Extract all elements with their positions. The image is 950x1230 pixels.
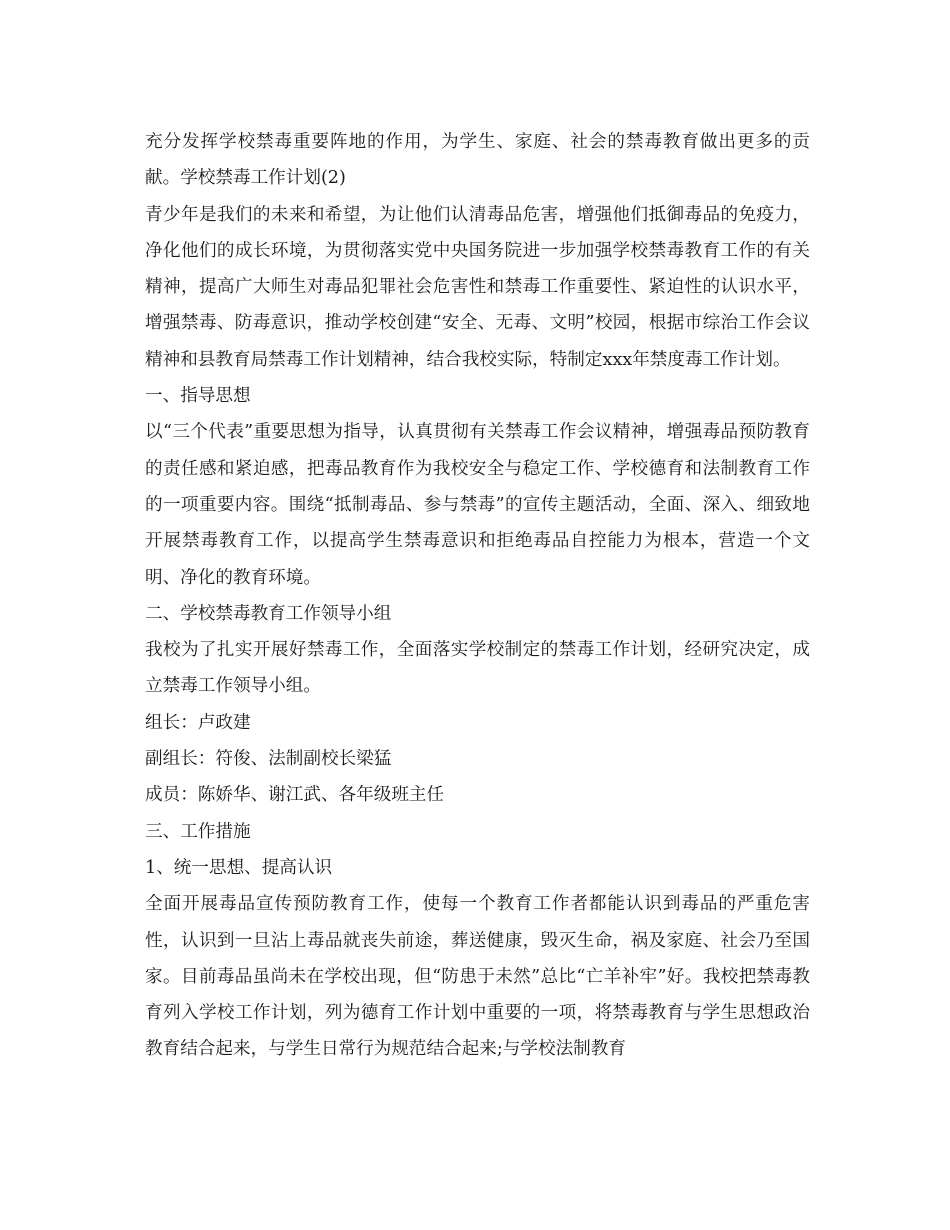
deputy-leader-line: 副组长：符俊、法制副校长梁猛 bbox=[145, 749, 392, 770]
group-leader-line: 组长：卢政建 bbox=[145, 712, 251, 733]
members-line: 成员：陈娇华、谢江武、各年级班主任 bbox=[145, 785, 445, 806]
paragraph-intro-closing: 充分发挥学校禁毒重要阵地的作用，为学生、家庭、社会的禁毒教育做出更多的贡献。学校禁毒工作计划(2) bbox=[145, 132, 810, 189]
paragraph-leadership-group: 我校为了扎实开展好禁毒工作，全面落实学校制定的禁毒工作计划，经研究决定，成立禁毒工作领导小组。 bbox=[145, 640, 810, 697]
paragraph-guiding-ideology: 以“三个代表”重要思想为指导，认真贯彻有关禁毒工作会议精神，增强毒品预防教育的责任感和紧迫感，把毒品教育作为我校安全与稳定工作、学校德育和法制教育工作的一项重要内容。围绕“抵制毒品、参与禁毒”的宣传主题活动，全面、深入、细致地开展禁毒教育工作，以提高学生禁毒意识和拒绝毒品自控能力为根本，营造一个文明、净化的教育环境。 bbox=[145, 422, 810, 588]
section-heading-leadership-group: 二、学校禁毒教育工作领导小组 bbox=[145, 603, 392, 624]
section-heading-guiding-ideology: 一、指导思想 bbox=[145, 386, 251, 407]
paragraph-background: 青少年是我们的未来和希望，为让他们认清毒品危害，增强他们抵御毒品的免疫力，净化他们的成长环境，为贯彻落实党中央国务院进一步加强学校禁毒教育工作的有关精神，提高广大师生对毒品犯罪社会危害性和禁毒工作重要性、紧迫性的认识水平，增强禁毒、防毒意识，推动学校创建“安全、无毒、文明”校园，根据市综治工作会议精神和县教育局禁毒工作计划精神，结合我校实际，特制定xxx年禁度毒工作计划。 bbox=[145, 204, 810, 370]
section-heading-work-measures: 三、工作措施 bbox=[145, 821, 251, 842]
subheading-unify-thinking: 1、统一思想、提高认识 bbox=[145, 857, 333, 878]
paragraph-unify-thinking: 全面开展毒品宣传预防教育工作，使每一个教育工作者都能认识到毒品的严重危害性，认识到一旦沾上毒品就丧失前途，葬送健康，毁灭生命，祸及家庭、社会乃至国家。目前毒品虽尚未在学校出现，但“防患于未然”总比“亡羊补牢”好。我校把禁毒教育列入学校工作计划，列为德育工作计划中重要的一项，将禁毒教育与学生思想政治教育结合起来，与学生日常行为规范结合起来;与学校法制教育 bbox=[145, 894, 810, 1060]
document-body bbox=[145, 124, 810, 1068]
